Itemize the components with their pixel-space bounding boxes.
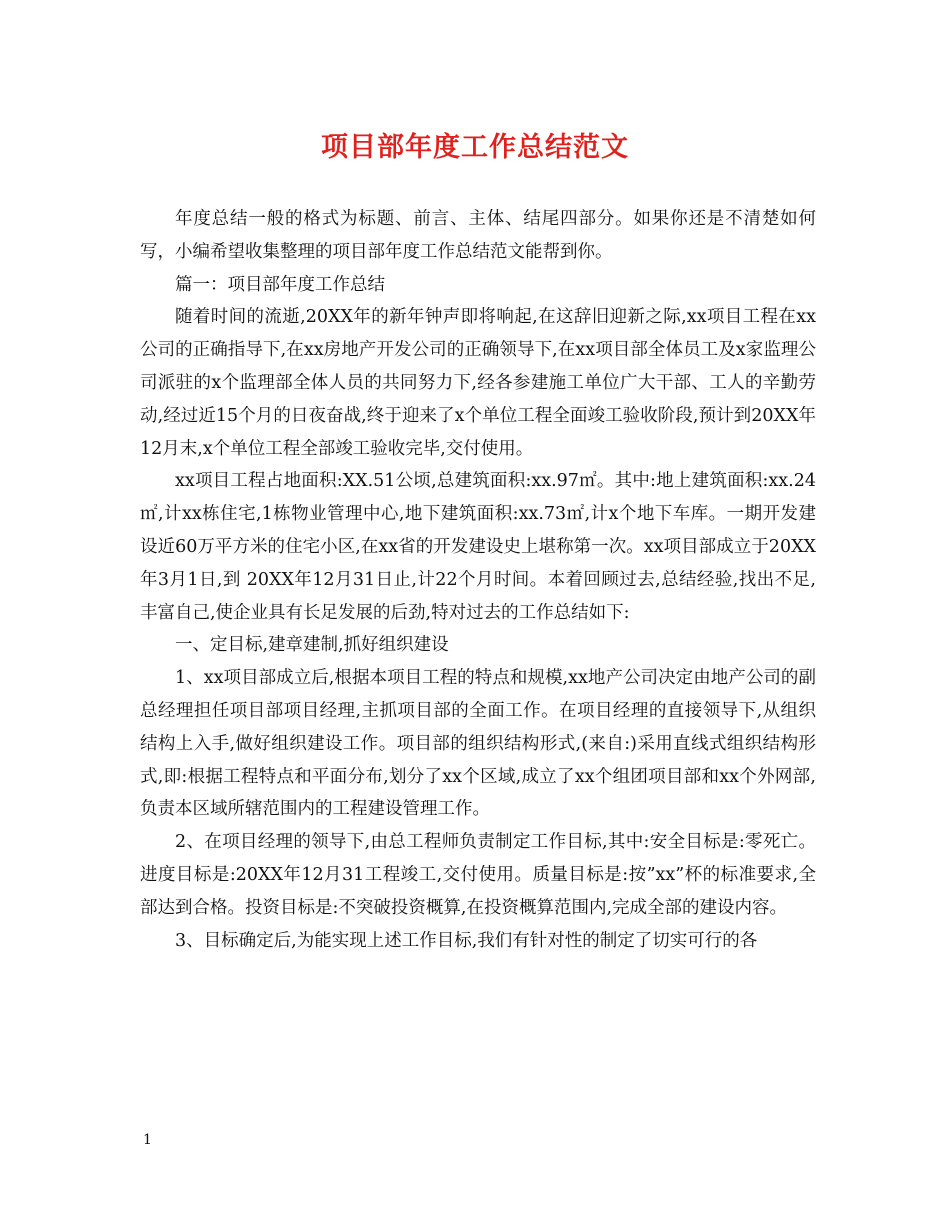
paragraph-section-heading: 篇一：项目部年度工作总结 — [175, 274, 385, 295]
paragraph-overview: 随着时间的流逝,20XX年的新年钟声即将响起,在这辞旧迎新之际,xx项目工程在xx公司的正确指导下,在xx房地产开发公司的正确领导下,在xx项目部全体员工及x家监理公司派驻的x个监理部全体人员的共同努力下,经各参建施工单位广大干部、工人的辛勤劳动,经过近15个月的日夜奋战,终于迎来了x个单位工程全面竣工验收阶段,预计到20XX年12月末,x个单位工程全部竣工验收完毕,交付使用。 — [140, 307, 816, 459]
paragraph-item-one: 1、xx项目部成立后,根据本项目工程的特点和规模,xx地产公司决定由地产公司的副总经理担任项目部项目经理,主抓项目部的全面工作。在项目经理的直接领导下,从组织结构上入手,做好组织建设工作。项目部的组织结构形式,(来自:)采用直线式组织结构形式,即:根据工程特点和平面分布,划分了xx个区域,成立了xx个组团项目部和xx个外网部,负责本区域所辖范围内的工程建设管理工作。 — [140, 668, 816, 820]
paragraph-project-area: xx项目工程占地面积:XX.51公顷,总建筑面积:xx.97㎡。其中:地上建筑面积:xx.24㎡,计xx栋住宅,1栋物业管理中心,地下建筑面积:xx.73㎡,计x个地下车库。一期开发建设近60万平方米的住宅小区,在xx省的开发建设史上堪称第一次。xx项目部成立于20XX年3月1日,到 20XX年12月31日止,计22个月时间。本着回顾过去,总结经验,找出不足,丰富自己,使企业具有长足发展的后劲,特对过去的工作总结如下: — [140, 471, 816, 623]
document-body — [140, 203, 816, 957]
paragraph-item-three: 3、目标确定后,为能实现上述工作目标,我们有针对性的制定了切实可行的各 — [175, 930, 758, 951]
page-number: 1 — [143, 1132, 152, 1148]
document-title: 项目部年度工作总结范文 — [321, 132, 629, 163]
paragraph-item-two: 2、在项目经理的领导下,由总工程师负责制定工作目标,其中:安全目标是:零死亡。进度目标是:20XX年12月31工程竣工,交付使用。质量目标是:按”xx”杯的标准要求,全部达到合格。投资目标是:不突破投资概算,在投资概算范围内,完成全部的建设内容。 — [140, 832, 816, 918]
paragraph-heading-one: 一、定目标,建章建制,抓好组织建设 — [175, 635, 449, 656]
paragraph-intro: 年度总结一般的格式为标题、前言、主体、结尾四部分。如果你还是不清楚如何写，小编希望收集整理的项目部年度工作总结范文能帮到你。 — [140, 209, 816, 262]
